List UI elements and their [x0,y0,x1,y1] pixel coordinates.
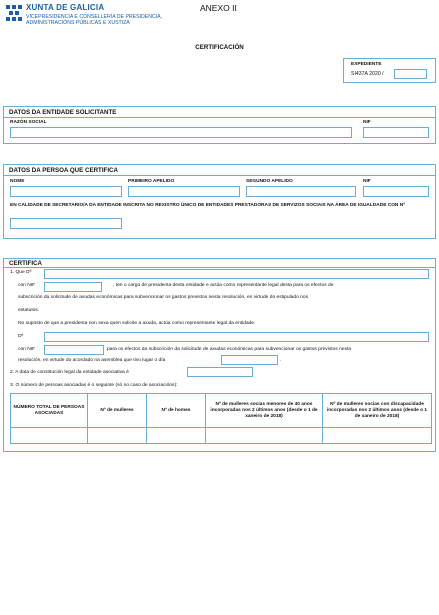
para2-line-a: para os efectos da subscrición da solicitude de axudas económicas para subvencionar os gastos previstos nesta [107,347,352,352]
para1-line-d: No suposto de que a presidenta non sexa quen solicite a axuda, actúa como representante legal da entidade. [18,321,256,326]
annex-label: ANEXO II [200,3,237,13]
mulleres-discapacidade-cell[interactable] [323,428,432,444]
org-dept-line2: ADMINISTRACIÓNS PÚBLICAS E XUSTIZA [26,20,130,26]
org-name: XUNTA DE GALICIA [26,3,105,12]
entity-section-rule [3,117,436,118]
constitucion-date-field[interactable] [187,367,253,377]
certifica-title: CERTIFICA [9,260,42,267]
entity-nif-label: NIF [363,120,371,125]
page-title: CERTIFICACIÓN [195,44,244,51]
item1-prefix: 1. Que Dª [10,270,32,275]
table-row [11,428,432,444]
rexistro-number-field[interactable] [10,218,122,229]
item2-text: 2. A data de constitución legal da entidade asociativa é [10,370,129,375]
presidenta-nif-field[interactable] [44,282,102,292]
primeiro-apelido-label: PRIMEIRO APELIDO [128,179,175,184]
person-nif-field[interactable] [363,186,429,197]
para1-line-c: estatutos. [18,308,40,313]
expediente-label: EXPEDIENTE [351,62,382,67]
associates-table [10,393,432,444]
table-header-cell: Nº de homes [147,394,206,428]
xunta-logo-icon [4,3,24,27]
para2-line-b: resolución, en virtude do acordado na asemblea que tivo lugar o día [18,358,166,363]
org-department [26,14,196,26]
razon-social-label: RAZÓN SOCIAL [10,120,47,125]
table-header-cell: Nº de mulleres socias menores de 40 anos incorporadas nos 2 últimos anos (desde o 1 de xaneiro de 2018) [206,394,323,428]
person-section-rule [3,175,436,176]
nome-field[interactable] [10,186,122,197]
mulleres-menores-40-cell[interactable] [206,428,323,444]
table-header-cell: Nº de mulleres [88,394,147,428]
asemblea-date-field[interactable] [221,355,278,365]
cargo-label: EN CALIDADE DE SECRETARIO/A DA ENTIDADE INSCRITA NO REXISTRO ÚNICO DE ENTIDADES PRESTADORAS DE SERVIZOS SOCIAIS NA ÁREA DE IGUALDADE CON Nº [10,203,405,208]
org-dept-line1: VICEPRESIDENCIA E CONSELLERÍA DE PRESIDENCIA, [26,14,163,20]
certifica-section-rule [3,267,436,268]
segundo-apelido-field[interactable] [246,186,356,197]
entity-section-title: DATOS DA ENTIDADE SOLICITANTE [9,109,117,116]
expediente-code: SI437A 2020 / [351,71,384,77]
entity-nif-field[interactable] [363,127,429,138]
mulleres-cell[interactable] [88,428,147,444]
table-header-cell: NÚMERO TOTAL DE PERSOAS ASOCIADAS [11,394,88,428]
para1-line-b: subscrición da solicitude de axudas económicas para subvencionar os gastos previstos nesta resolución, en virtude do estipulado nos [18,295,309,300]
nif1-label: con NIF [18,283,36,288]
para2-end: . [280,358,282,363]
nome-label: NOME [10,179,25,184]
primeiro-apelido-field[interactable] [128,186,240,197]
person-section-title: DATOS DA PERSOA QUE CERTIFICA [9,167,118,174]
expediente-number-field[interactable] [394,69,427,79]
representante-nif-field[interactable] [44,345,104,355]
total-persoas-cell[interactable] [11,428,88,444]
item3-text: 3. O número de persoas asociadas é o seguinte (só no caso de asociacións): [10,383,178,388]
homes-cell[interactable] [147,428,206,444]
da-label: Dª [18,334,24,339]
table-header-cell: Nº de mulleres socias con discapacidade incorporadas nos 2 últimos anos (desde o 1 de xaneiro de 2018) [323,394,432,428]
table-header-row [11,394,432,428]
para1-line-a: , ten o cargo de presidenta desta entidade e actúa como representante legal desta para os efectos de [113,283,334,288]
representante-name-field[interactable] [44,332,429,342]
presidenta-name-field[interactable] [44,269,429,279]
segundo-apelido-label: SEGUNDO APELIDO [246,179,293,184]
nif2-label: con NIF [18,347,36,352]
person-nif-label: NIF [363,179,371,184]
razon-social-field[interactable] [10,127,352,138]
